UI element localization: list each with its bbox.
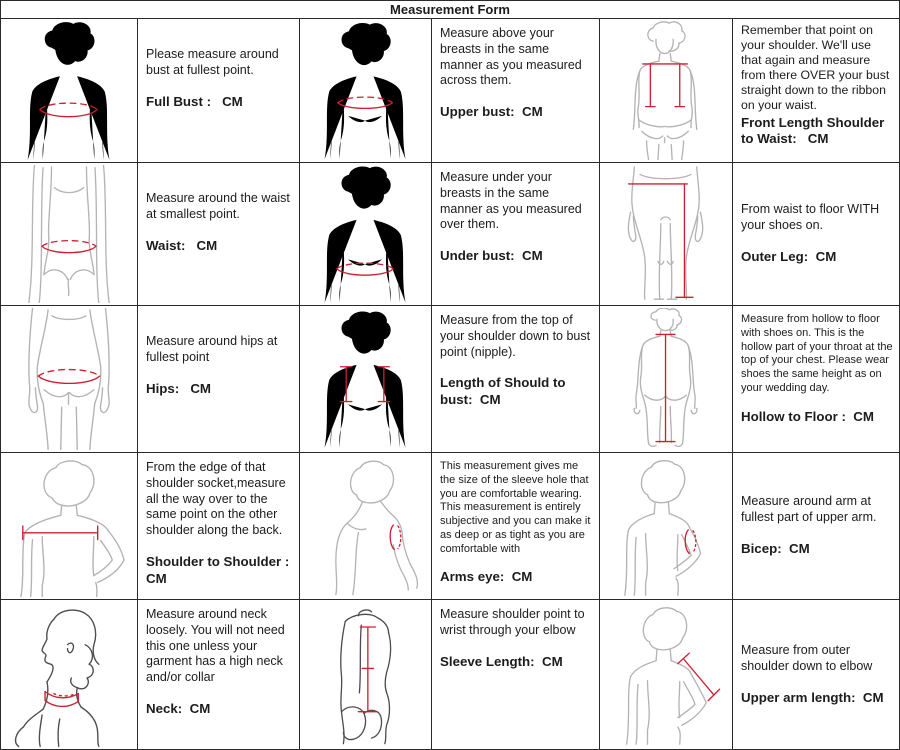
- shoulder-to-shoulder-desc: From the edge of that shoulder socket,measure all the way over to the same point on the other shoulder along the back.: [146, 460, 290, 537]
- arms-eye-drawing: [302, 455, 429, 597]
- hips-cell: [138, 306, 300, 453]
- hollow-to-floor-label: Hollow to Floor : CM: [741, 408, 874, 424]
- sleeve-length-drawing: [302, 602, 429, 748]
- measurement-table: [1, 19, 899, 750]
- full-bust-desc: Please measure around bust at fullest point.: [146, 47, 283, 77]
- upper-bust-label: Upper bust: CM: [440, 104, 543, 119]
- bicep-desc: Measure around arm at fullest part of upper arm.: [741, 494, 877, 525]
- full-bust-figure: [1, 19, 138, 163]
- neck-label: Neck: CM: [146, 700, 211, 716]
- front-length-figure: [600, 19, 733, 163]
- sleeve-length-cell: [432, 600, 600, 750]
- outer-leg-desc: From waist to floor WITH your shoes on.: [741, 202, 883, 233]
- neck-cell: [138, 600, 300, 750]
- neck-figure: [1, 600, 138, 750]
- front-length-cell: [733, 19, 899, 163]
- waist-drawing: [3, 165, 135, 303]
- shoulder-to-bust-drawing: [302, 308, 429, 450]
- upper-arm-length-drawing: [602, 602, 730, 748]
- outer-leg-drawing: [602, 165, 730, 303]
- bicep-drawing: [602, 455, 730, 597]
- shoulder-to-shoulder-cell: [138, 453, 300, 600]
- upper-arm-length-label: Upper arm length: CM: [741, 689, 884, 705]
- outer-leg-figure: [600, 163, 733, 306]
- upper-bust-figure: [300, 19, 432, 163]
- under-bust-label: Under bust: CM: [440, 248, 543, 263]
- shoulder-to-bust-label: Length of Should to bust: CM: [440, 375, 570, 407]
- sleeve-length-label: Sleeve Length: CM: [440, 653, 563, 669]
- shoulder-to-bust-figure: [300, 306, 432, 453]
- under-bust-desc: Measure under your breasts in the same manner as you measured over them.: [440, 170, 586, 232]
- hollow-to-floor-drawing: [602, 308, 730, 450]
- sleeve-length-desc: Measure shoulder point to wrist through your elbow: [440, 607, 589, 637]
- outer-leg-cell: [733, 163, 899, 306]
- upper-bust-drawing: [302, 21, 429, 160]
- under-bust-figure: [300, 163, 432, 306]
- shoulder-to-shoulder-label: Shoulder to Shoulder : CM: [146, 553, 294, 586]
- neck-drawing: [3, 602, 135, 748]
- waist-cell: [138, 163, 300, 306]
- under-bust-cell: [432, 163, 600, 306]
- front-length-label: Front Length Shoulder to Waist: CM: [741, 115, 888, 147]
- bicep-label: Bicep: CM: [741, 540, 810, 556]
- bicep-figure: [600, 453, 733, 600]
- outer-leg-label: Outer Leg: CM: [741, 248, 837, 264]
- arms-eye-cell: [432, 453, 600, 600]
- under-bust-drawing: [302, 165, 429, 303]
- sleeve-length-figure: [300, 600, 432, 750]
- arms-eye-label: Arms eye: CM: [440, 569, 533, 585]
- upper-arm-length-cell: [733, 600, 899, 750]
- waist-label: Waist: CM: [146, 237, 218, 253]
- hollow-to-floor-cell: [733, 306, 899, 453]
- upper-arm-length-desc: Measure from outer shoulder down to elbow: [741, 643, 873, 674]
- hips-label: Hips: CM: [146, 380, 212, 396]
- full-bust-drawing: [3, 21, 135, 160]
- waist-desc: Measure around the waist at smallest point.: [146, 191, 294, 221]
- full-bust-label: Full Bust : CM: [146, 93, 243, 109]
- hips-desc: Measure around hips at fullest point: [146, 334, 281, 364]
- full-bust-cell: [138, 19, 300, 163]
- front-length-desc: Remember that point on your shoulder. We'll use that again and measure from there OVER your bust straight down to the ribbon on your waist.: [741, 23, 893, 112]
- arms-eye-desc: This measurement gives me the size of the sleeve hole that you are comfortable wearing. This measurement is entirely subjective and you can make it as deep or as tight as you are comfortable with: [440, 460, 594, 555]
- hollow-to-floor-figure: [600, 306, 733, 453]
- upper-bust-cell: [432, 19, 600, 163]
- waist-figure: [1, 163, 138, 306]
- page-title: Measurement Form: [1, 1, 899, 19]
- hips-figure: [1, 306, 138, 453]
- upper-bust-desc: Measure above your breasts in the same manner as you measured across them.: [440, 26, 586, 88]
- hips-drawing: [3, 308, 135, 450]
- shoulder-to-shoulder-figure: [1, 453, 138, 600]
- shoulder-to-bust-cell: [432, 306, 600, 453]
- shoulder-to-bust-desc: Measure from the top of your shoulder down to bust point (nipple).: [440, 313, 594, 359]
- arms-eye-figure: [300, 453, 432, 600]
- bicep-cell: [733, 453, 899, 600]
- neck-desc: Measure around neck loosely. You will not need this one unless your garment has a high neck and/or collar: [146, 607, 289, 684]
- front-length-drawing: [602, 21, 730, 160]
- hollow-to-floor-desc: Measure from hollow to floor with shoes on. This is the hollow part of your throat at the top of your chest. Please wear shoes the same height as on your wedding day.: [741, 313, 896, 394]
- upper-arm-length-figure: [600, 600, 733, 750]
- shoulder-to-shoulder-drawing: [3, 455, 135, 597]
